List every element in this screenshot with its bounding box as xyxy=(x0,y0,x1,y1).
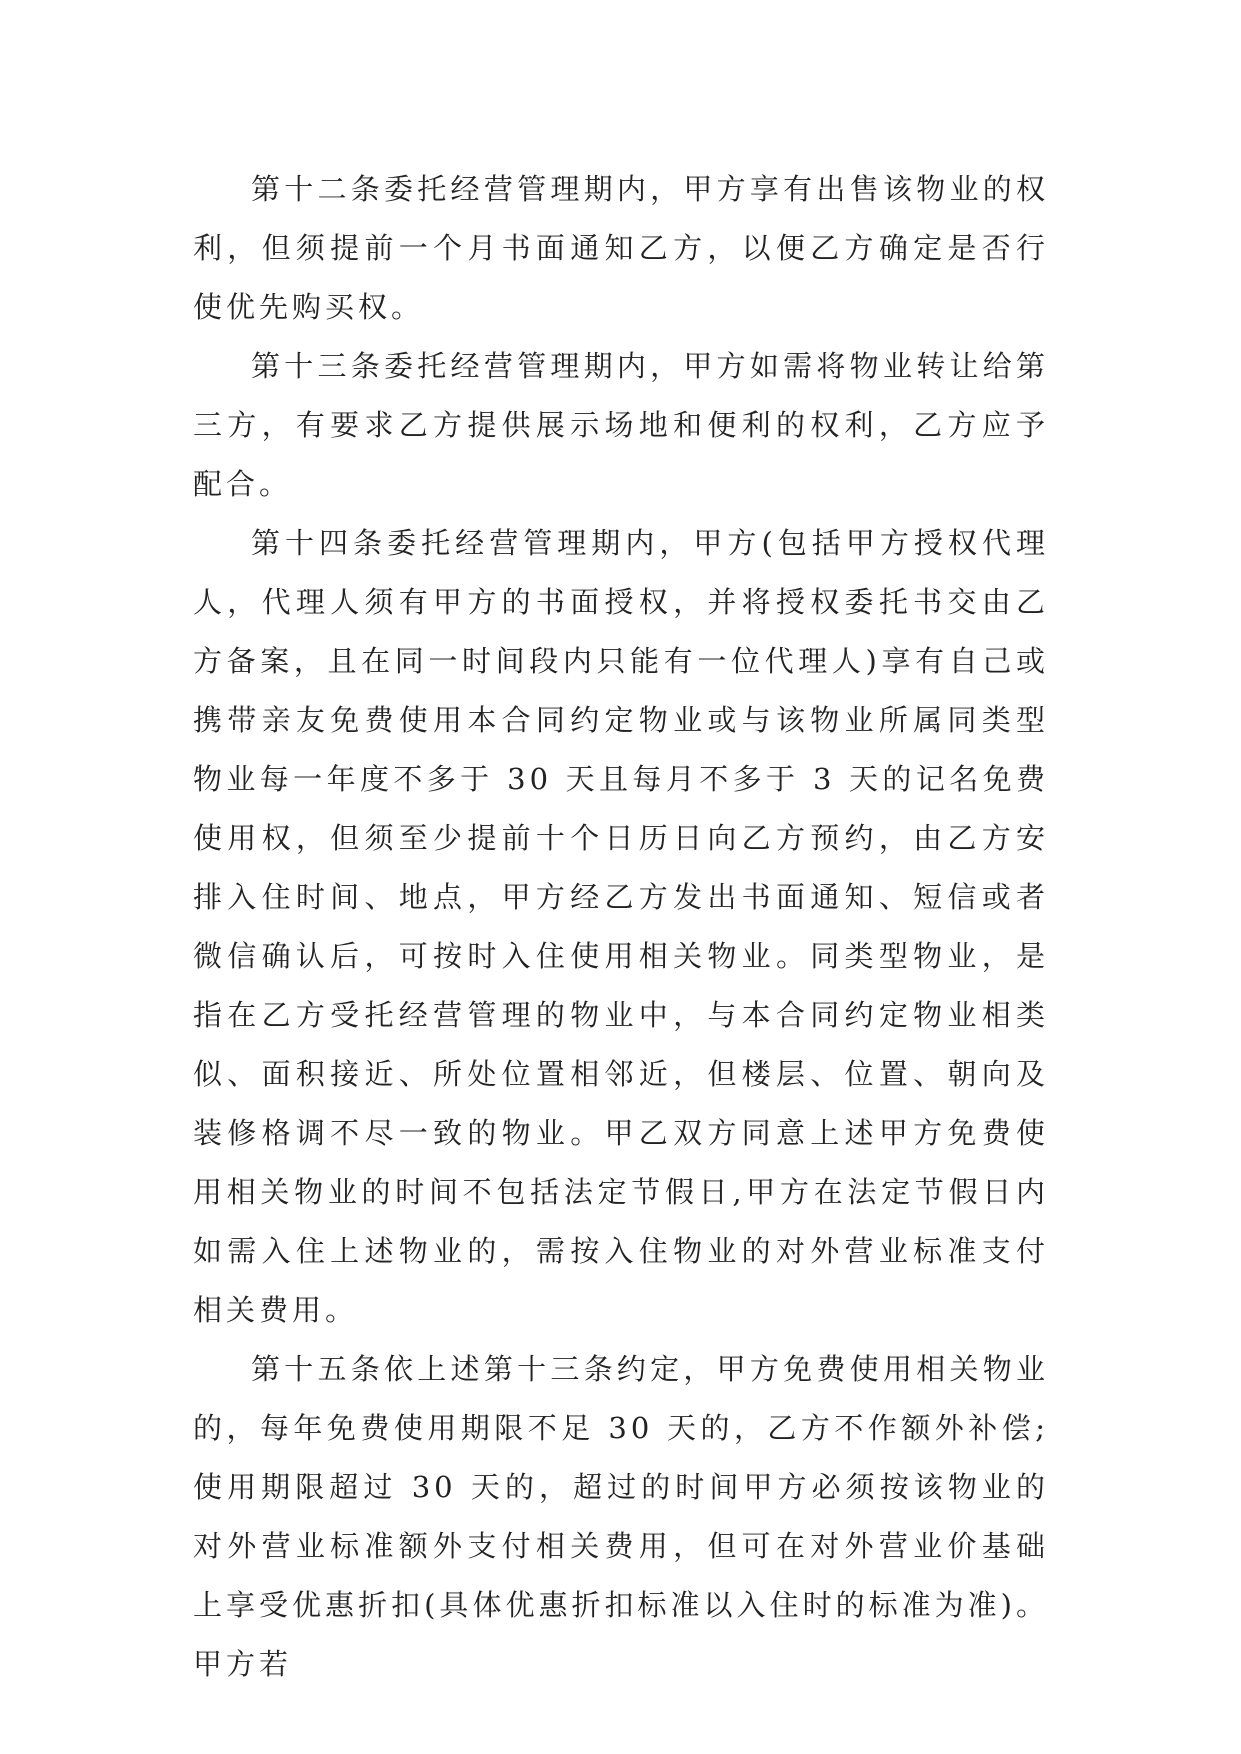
clause-12-paragraph: 第十二条委托经营管理期内，甲方享有出售该物业的权利，但须提前一个月书面通知乙方，以便乙方确定是否行使优先购买权。 xyxy=(193,172,1049,324)
clause-15-paragraph: 第十五条依上述第十三条约定，甲方免费使用相关物业的，每年免费使用期限不足 30 天的，乙方不作额外补偿;使用期限超过 30 天的，超过的时间甲方必须按该物业的对外营业标准额外支付相关费用，但可在对外营业价基础上享受优惠折扣(具体优惠折扣标准以入住时的标准为准)。甲方若 xyxy=(193,1352,1049,1681)
clause-13-paragraph: 第十三条委托经营管理期内，甲方如需将物业转让给第三方，有要求乙方提供展示场地和便利的权利，乙方应予配合。 xyxy=(193,349,1049,501)
document-body xyxy=(193,160,1049,1694)
clause-14-paragraph: 第十四条委托经营管理期内，甲方(包括甲方授权代理人，代理人须有甲方的书面授权，并将授权委托书交由乙方备案，且在同一时间段内只能有一位代理人)享有自己或携带亲友免费使用本合同约定物业或与该物业所属同类型物业每一年度不多于 30 天且每月不多于 3 天的记名免费使用权，但须至少提前十个日历日向乙方预约，由乙方安排入住时间、地点，甲方经乙方发出书面通知、短信或者微信确认后，可按时入住使用相关物业。同类型物业，是指在乙方受托经营管理的物业中，与本合同约定物业相类似、面积接近、所处位置相邻近，但楼层、位置、朝向及装修格调不尽一致的物业。甲乙双方同意上述甲方免费使用相关物业的时间不包括法定节假日,甲方在法定节假日内如需入住上述物业的，需按入住物业的对外营业标准支付相关费用。 xyxy=(193,526,1049,1327)
